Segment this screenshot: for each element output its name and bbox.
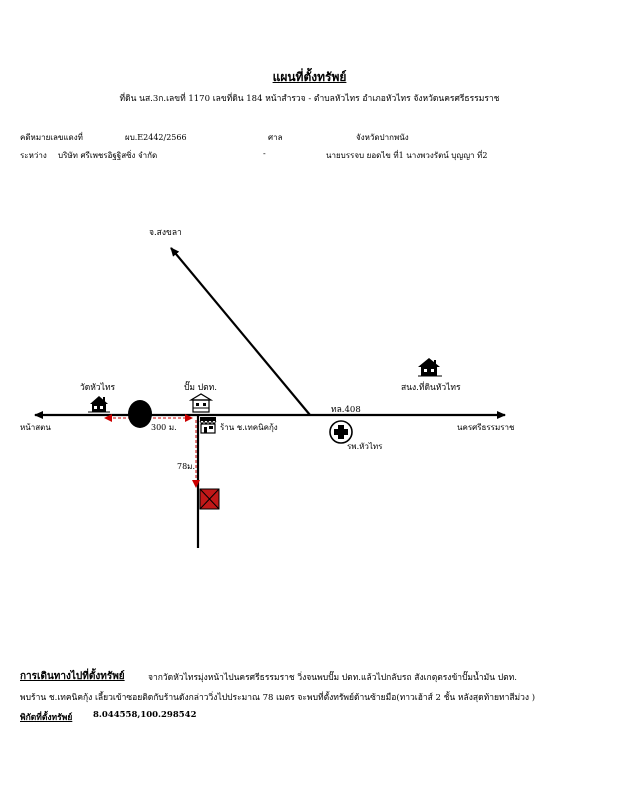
label-hospital: รพ.หัวไทร — [347, 442, 383, 451]
label-distance-300: 300 ม. — [151, 423, 177, 432]
directions-line-2: พบร้าน ช.เทคนิคกุ้ง เลี้ยวเข้าซอยติดกับร้านดังกล่าววิ่งไปประมาณ 78 เมตร จะพบที่ตั้งทรัพย์ด้านซ้ายมือ(ทาวเฮ้าส์ 2 ชั้น หลังสุดท้ายทาสีม่วง ) — [20, 693, 536, 703]
plaintiff: บริษัท ศรีเพชรอิฐฐิสซิ่ง จำกัด — [58, 151, 158, 160]
property-subtitle: ที่ดิน นส.3ก.เลขที่ 1170 เลขที่ดิน 184 หน้าสำรวจ - ตำบลหัวไทร อำเภอหัวไทร จังหวัดนครศรีธรรมราช — [119, 94, 500, 104]
label-nakhon: นครศรีธรรมราช — [457, 423, 515, 432]
directions-heading: การเดินทางไปที่ตั้งทรัพย์ — [20, 671, 125, 682]
page-title: แผนที่ตั้งทรัพย์ — [272, 70, 347, 84]
between-label: ระหว่าง — [20, 151, 47, 160]
property-marker — [200, 489, 219, 509]
court-name: จังหวัดปากพนัง — [356, 133, 409, 142]
defendants: นายบรรจบ ยอดไข ที่1 นางพวงรัตน์ บุญญา ที่2 — [326, 151, 488, 160]
label-shop: ร้าน ช.เทคนิคกุ้ง — [220, 423, 278, 432]
label-nha-sadon: หน้าสตน — [20, 423, 51, 432]
shop-icon — [200, 417, 216, 433]
label-distance-78: 78ม. — [177, 462, 195, 471]
court-label: ศาล — [268, 133, 283, 142]
label-wat-hua-sai: วัดหัวไทร — [80, 383, 116, 393]
gas-station-icon — [191, 394, 211, 412]
label-ptt-station: ปั๊ม ปตท. — [184, 383, 217, 393]
case-number-label: คดีหมายเลขแดงที่ — [20, 133, 83, 142]
directions-line-1: จากวัดหัวไทรมุ่งหน้าไปนครศรีธรรมราช วิ่งจนพบปั๊ม ปตท.แล้วไปกลับรถ สังเกตุตรงข้าปั๊มน้ำมัน ปตท. — [148, 673, 517, 683]
coordinates-value: 8.044558,100.298542 — [93, 710, 197, 720]
case-dash: - — [263, 149, 266, 158]
case-number: ผบ.E2442/2566 — [125, 133, 187, 142]
label-highway-408: ทล.408 — [331, 405, 361, 415]
land-office-icon — [418, 358, 442, 376]
label-land-office: สนง.ที่ดินหัวไทร — [401, 383, 461, 393]
label-songkhla: จ.สงขลา — [149, 228, 182, 238]
temple-icon — [88, 396, 110, 412]
u-turn-circle — [128, 400, 152, 428]
coordinates-label: พิกัดที่ตั้งทรัพย์ — [20, 713, 73, 723]
